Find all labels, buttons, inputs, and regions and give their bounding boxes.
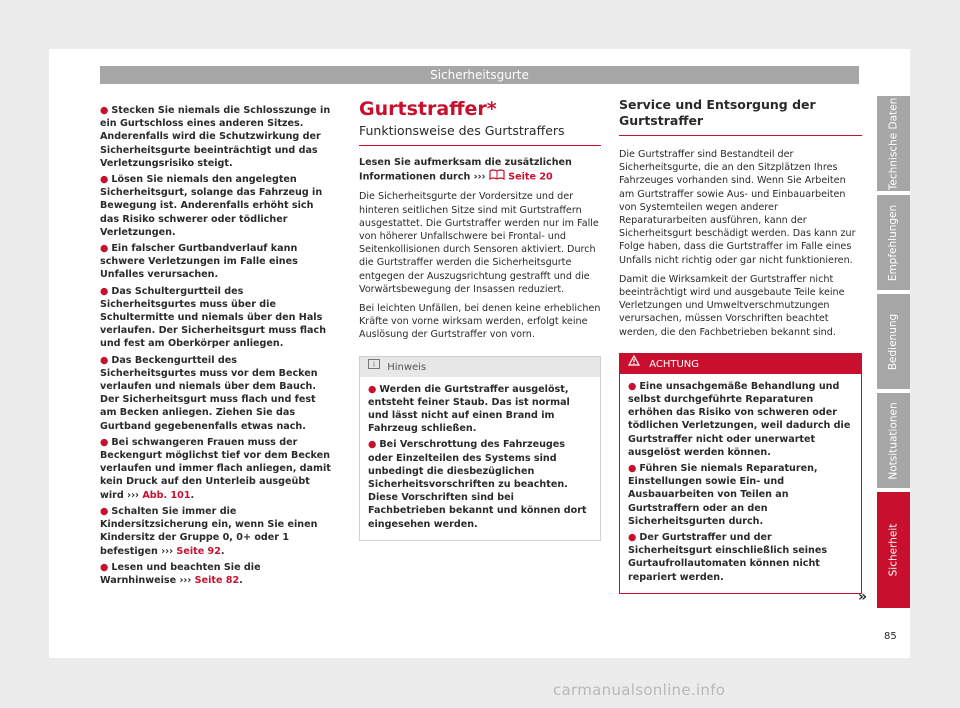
warning-label: ACHTUNG [649, 358, 700, 370]
ref-arrows: ››› [179, 574, 192, 586]
list-item: ● Das Beckengurtteil des Sicherheitsgurtes muss vor dem Becken verlaufen und niemals über dem Bauch. Der Sicherheitsgurt muss flach und fest am Becken anliegen. Ziehen Sie das Gurtband gegebenenfalls etwas nach. [100, 354, 318, 432]
divider [619, 135, 862, 136]
middle-column [359, 97, 601, 541]
tab-notsituationen[interactable]: Notsituationen [877, 393, 910, 488]
right-column [619, 97, 862, 594]
note-label: Hinweis [387, 361, 427, 373]
ref-arrows: ››› [473, 171, 486, 183]
bullet-icon: ● [100, 505, 109, 517]
tab-bedienung[interactable]: Bedienung [877, 294, 910, 389]
left-column [100, 104, 335, 590]
svg-text:i: i [372, 359, 376, 369]
note-body [360, 377, 600, 540]
bullet-icon: ● [100, 561, 109, 573]
list-item: ● Der Gurtstraffer und der Sicherheitsgurt einschließlich seines Gurtaufrollautomaten können nicht repariert werden. [628, 532, 828, 583]
warning-body [620, 374, 861, 593]
list-item: ● Führen Sie niemals Reparaturen, Einstellungen sowie Ein- und Ausbauarbeiten von Teilen an Gurtstraffern oder an den Sicherheitsgurten durch. [628, 463, 818, 527]
bullet-icon: ● [100, 243, 109, 255]
section-title: Service und Entsorgung der Gurtstraffer [619, 97, 816, 128]
figure-link[interactable]: Abb. 101 [142, 489, 191, 501]
page-number: 85 [884, 631, 897, 642]
divider [359, 145, 601, 146]
paragraph: Damit die Wirksamkeit der Gurtstraffer nicht beeinträchtigt wird und ausgebaute Teile keine Verletzungen und Umweltverschmutzungen verursachen, müssen Vorschriften beachtet werden, die den Fachbetrieben bekannt sind. [619, 273, 845, 338]
bullet-icon: ● [628, 380, 637, 392]
book-icon [489, 169, 505, 184]
section-header: Sicherheitsgurte [100, 66, 859, 84]
page-link[interactable]: Seite 20 [508, 171, 553, 183]
warning-icon [628, 354, 640, 374]
bullet-icon: ● [100, 436, 109, 448]
page-link[interactable]: Seite 92 [176, 545, 221, 557]
list-item: ● Stecken Sie niemals die Schlosszunge in ein Gurtschloss eines anderen Sitzes. Anderenfalls wird die Schutzwirkung der Sicherheitsgurte beeinträchtigt und das Verletzungsrisiko steigt. [100, 105, 331, 169]
list-item: ● Werden die Gurtstraffer ausgelöst, entsteht feiner Staub. Das ist normal und lässt nicht auf einen Brand im Fahrzeug schließen. [368, 383, 570, 435]
bullet-icon: ● [100, 354, 109, 366]
watermark: carmanualsonline.info [553, 681, 726, 699]
bullet-icon: ● [100, 174, 109, 186]
section-title: Gurtstraffer* [359, 98, 497, 120]
tab-technische-daten[interactable]: Technische Daten [877, 96, 910, 191]
tab-empfehlungen[interactable]: Empfehlungen [877, 195, 910, 290]
bullet-icon: ● [368, 439, 377, 451]
list-item: ● Lösen Sie niemals den angelegten Sicherheitsgurt, solange das Fahrzeug in Bewegung ist. Anderenfalls erhöht sich das Risiko schwerer oder tödlicher Verletzungen. [100, 174, 323, 238]
list-item: ● Schalten Sie immer die Kindersitzsicherung ein, wenn Sie einen Kindersitz der Gruppe 0, 0+ oder 1 befestigen ››› Seite 92. [100, 505, 318, 557]
paragraph: Die Gurtstraffer sind Bestandteil der Sicherheitsgurte, die an den Sitzplätzen Ihres Fahrzeuges vorhanden sind. Wenn Sie Arbeiten am Gurtstraffer sowie Aus- und Einbauarbeiten von Systemteilen wegen anderer Reparaturarbeiten ausführen, kann der Sicherheitsgurt beschädigt werden. Das kann zur Folge haben, dass die Gurtstraffer im Falle eines Unfalls nicht richtig oder gar nicht funktionieren. [619, 149, 856, 266]
bullet-icon: ● [368, 383, 377, 395]
list-item: ● Bei Verschrottung des Fahrzeuges oder Einzelteilen des Systems sind unbedingt die diesbezüglichen Sicherheitsvorschriften zu beachten. Diese Vorschriften sind bei Fachbetrieben bekannt und können dort eingesehen werden. [368, 439, 587, 530]
paragraph: Bei leichten Unfällen, bei denen keine erheblichen Kräfte von vorne wirksam werden, erfolgt keine Auslösung der Gurtstraffer von vorn. [359, 303, 601, 341]
list-item: ● Lesen und beachten Sie die Warnhinweise ››› Seite 82. [100, 561, 261, 586]
ref-arrows: ››› [161, 545, 174, 557]
list-item: ● Ein falscher Gurtbandverlauf kann schwere Verletzungen im Falle eines Unfalles verursachen. [100, 243, 298, 281]
bullet-icon: ● [100, 105, 109, 116]
note-box [359, 356, 601, 541]
list-item: ● Eine unsachgemäße Behandlung und selbst durchgeführte Reparaturen erhöhen das Risiko von schweren oder tödlichen Verletzungen, weil dadurch die Gurtstraffer nicht oder unerwartet ausgelöst werden können. [628, 380, 851, 458]
page-link[interactable]: Seite 82 [194, 574, 240, 586]
continue-marker: » [858, 589, 868, 605]
ref-arrows: ››› [127, 489, 139, 501]
note-header [360, 357, 600, 377]
warning-box [619, 353, 862, 594]
list-item: ● Bei schwangeren Frauen muss der Beckengurt möglichst tief vor dem Becken verlaufen und immer flach anliegen, damit kein Druck auf den Unterleib ausgeübt wird ››› Abb. 101. [100, 436, 331, 501]
paragraph: Die Sicherheitsgurte der Vordersitze und der hinteren seitlichen Sitze sind mit Gurtstraffern ausgestattet. Die Gurtstraffer werden nur im Falle von höherer Unfallschwere bei Frontal- und Seitenkollisionen durch Sensoren aktiviert. Durch die Gurtstraffer werden die Sicherheitsgurte entgegen der Auszugsrichtung gestrafft und die Vorwärtsbewegung der Insassen reduziert. [359, 191, 599, 295]
info-icon [368, 357, 380, 377]
bullet-icon: ● [100, 285, 109, 297]
list-item: ● Das Schultergurtteil des Sicherheitsgurtes muss über die Schultermitte und niemals über den Hals verlaufen. Der Sicherheitsgurt muss flach und fest am Oberkörper anliegen. [100, 285, 327, 350]
warning-header [620, 354, 861, 374]
tab-sicherheit[interactable]: Sicherheit [877, 492, 910, 608]
section-subtitle: Funktionsweise des Gurtstraffers [359, 123, 565, 138]
bullet-icon: ● [628, 532, 637, 544]
bullet-icon: ● [628, 463, 637, 475]
intro-text: Lesen Sie aufmerksam die zusätzlichen Informationen durch ››› Seite 20 [359, 157, 572, 183]
